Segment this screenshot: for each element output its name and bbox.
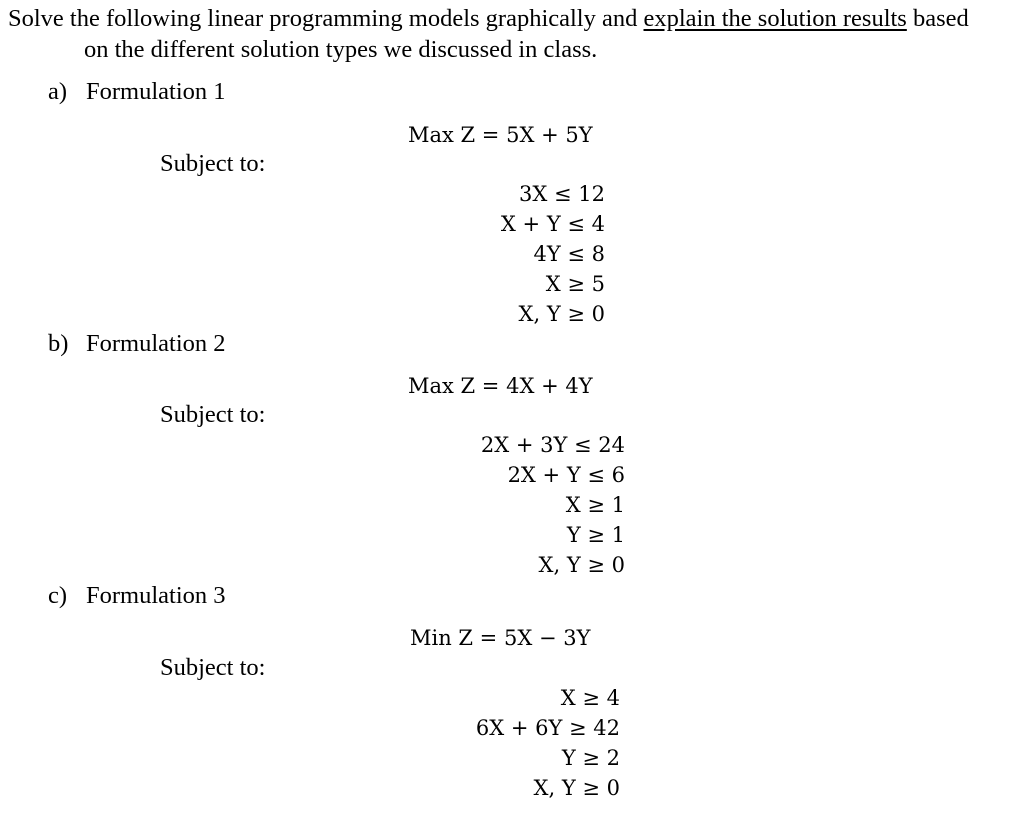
formulation-1-subject-to: Subject to: [160,150,266,177]
constraint: Y ≥ 2 [561,746,620,770]
instructions-line-2: on the different solution types we discussed in class. [84,36,598,63]
constraint: X ≥ 4 [560,686,620,710]
instructions-line-1 [8,4,969,34]
constraint: X, Y ≥ 0 [538,553,625,577]
constraint: X + Y ≤ 4 [500,212,605,236]
formulation-title: Formulation 2 [86,330,226,357]
formulation-3-objective: Min Z = 5X − 3Y [410,626,591,650]
constraint: 4Y ≤ 8 [533,242,605,266]
instructions-text: Solve the following linear programming models graphically and [8,5,644,32]
list-marker: a) [48,78,68,105]
formulation-1-objective: Max Z = 5X + 5Y [408,123,593,147]
instructions-text-end: based [906,5,969,32]
constraint: Y ≥ 1 [566,523,625,547]
constraint: 6X + 6Y ≥ 42 [475,716,620,740]
formulation-2-heading [48,329,226,359]
formulation-title: Formulation 3 [86,582,226,609]
formulation-3-subject-to: Subject to: [160,654,266,681]
constraint: 2X + Y ≤ 6 [507,463,625,487]
formulation-3-heading [48,581,226,611]
constraint: X ≥ 5 [545,272,605,296]
formulation-1-constraints [501,179,605,329]
constraint: X ≥ 1 [565,493,625,517]
constraint: 3X ≤ 12 [519,182,605,206]
constraint: X, Y ≥ 0 [533,776,620,800]
underlined-phrase: explain the solution results [643,5,907,32]
formulation-3-constraints [476,683,620,803]
constraint: 2X + 3Y ≤ 24 [480,433,625,457]
formulation-2-constraints [481,430,625,580]
list-marker: b) [48,330,69,357]
list-marker: c) [48,582,68,609]
constraint: X, Y ≥ 0 [518,302,605,326]
formulation-2-objective: Max Z = 4X + 4Y [408,374,593,398]
formulation-1-heading [48,77,226,107]
formulation-2-subject-to: Subject to: [160,401,266,428]
formulation-title: Formulation 1 [86,78,226,105]
